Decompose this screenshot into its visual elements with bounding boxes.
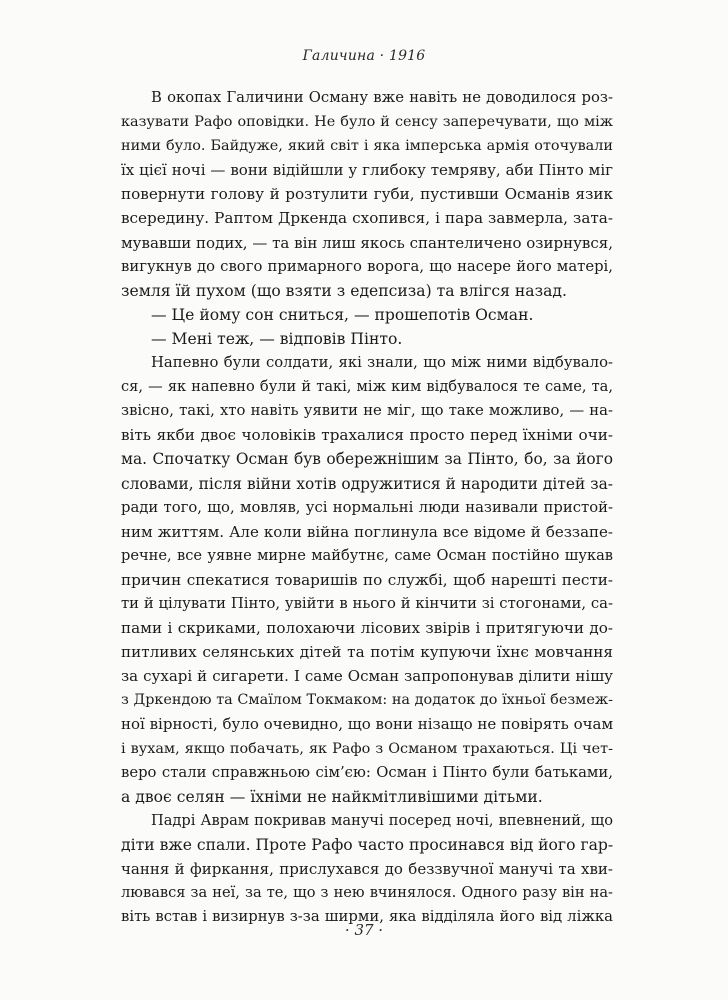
text-line: — Мені теж, — відповів Пінто. — [151, 329, 403, 348]
body-text — [121, 86, 613, 929]
running-head: Галичина · 1916 — [302, 48, 426, 64]
text-line: ради того, що, мовляв, усі нормальні люди називали пристой- — [121, 498, 613, 516]
text-line: віть встав і визирнув з-за ширми, яка відділяла його від ліжка — [121, 908, 613, 926]
text-line: за сухарі й сигарети. І саме Осман запропонував ділити нішу — [121, 667, 613, 686]
text-line: вигукнув до свого примарного ворога, що насере його матері, — [121, 257, 613, 275]
text-line: а двоє селян — їхніми не найкмітливішими дітьми. — [121, 787, 543, 806]
text-line: ної вірності, було очевидно, що вони нізащо не повірять очам — [121, 715, 613, 734]
text-line: казувати Рафо оповідки. Не було й сенсу заперечувати, що між — [121, 114, 613, 131]
text-line: їх цієї ночі — вони відійшли у глибоку темряву, аби Пінто міг — [121, 161, 613, 180]
text-line: ти й цілувати Пінто, увійти в нього й кінчити зі стогонами, са- — [121, 594, 613, 612]
text-line: причин спекатися товаришів по службі, щоб нарешті пести- — [121, 570, 613, 589]
text-line: з Дркендою та Смаїлом Токмаком: на додаток до їхньої безмеж- — [121, 692, 613, 709]
text-line: ними було. Байдуже, який світ і яка імперська армія оточували — [121, 138, 613, 155]
text-line: пами і скриками, полохаючи лісових звірів і притягуючи до- — [121, 619, 613, 638]
text-line: В окопах Галичини Осману вже навіть не доводилося роз- — [151, 89, 613, 106]
text-line: ним життям. Але коли війна поглинула все відоме й беззапе- — [121, 522, 613, 541]
text-line: віть якби двоє чоловіків трахалися просто перед їхніми очи- — [121, 426, 613, 445]
text-line: діти вже спали. Проте Рафо часто просинався від його гар- — [121, 835, 613, 854]
text-line: лювався за неї, за те, що з нею вчинялося. Одного разу він на- — [121, 884, 613, 902]
text-line: ма. Спочатку Осман був обережнішим за Пінто, бо, за його — [121, 450, 613, 469]
text-line: повернути голову й розтулити губи, пустивши Османів язик — [121, 185, 613, 204]
text-line: — Це йому сон сниться, — прошепотів Осман. — [151, 305, 534, 324]
text-line: мувавши подих, — та він лиш якось спантеличено озирнувся, — [121, 233, 613, 252]
text-line: звісно, такі, хто навіть уявити не міг, що таке можливо, — на- — [121, 402, 613, 420]
page-number: · 37 · — [344, 921, 384, 939]
text-line: Напевно були солдати, які знали, що між ними відбувало- — [151, 354, 613, 372]
text-line: чання й фиркання, прислухався до беззвучної манучі та хви- — [121, 860, 613, 878]
text-line: веро стали справжньою сім’єю: Осман і Пінто були батьками, — [121, 763, 613, 781]
text-line: земля їй пухом (що взяти з едепсиза) та влігся назад. — [121, 281, 567, 300]
text-line: питливих селянських дітей та потім купуючи їхнє мовчання — [121, 643, 613, 662]
text-line: ся, — як напевно були й такі, між ким відбувалося те саме, та, — [121, 378, 613, 396]
text-line: всередину. Раптом Дркенда схопився, і пара завмерла, зата- — [121, 209, 613, 228]
text-line: і вухам, якщо побачать, як Рафо з Османом трахаються. Ці чет- — [121, 740, 613, 757]
text-line: словами, після війни хотів одружитися й народити дітей за- — [121, 474, 613, 493]
text-line: речне, все уявне мирне майбутнє, саме Осман постійно шукав — [121, 546, 613, 564]
text-line: Падрі Аврам покривав манучі посеред ночі, впевнений, що — [151, 811, 613, 829]
